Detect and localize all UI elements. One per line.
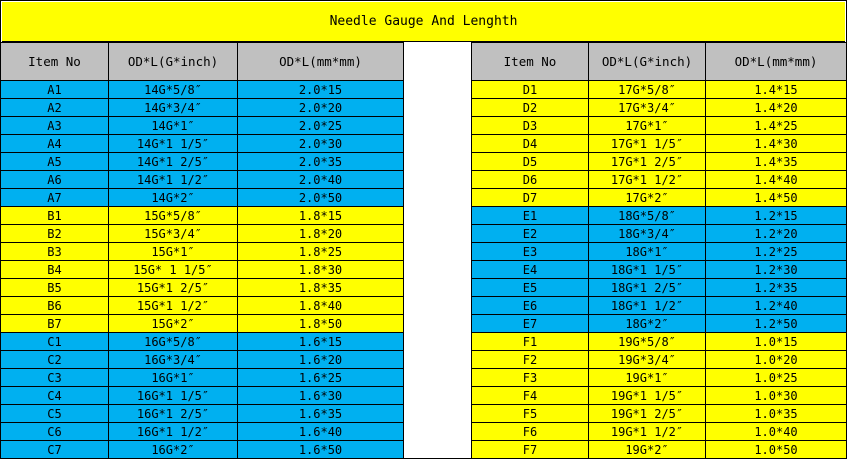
table-row	[1, 297, 404, 315]
cell-item-no: F6	[472, 423, 589, 441]
cell-item-no: A7	[1, 189, 109, 207]
cell-od-mm: 1.6*25	[238, 369, 404, 387]
header-item-no: Item No	[472, 43, 589, 81]
table-row	[1, 99, 404, 117]
cell-item-no: C4	[1, 387, 109, 405]
table-row	[1, 369, 404, 387]
cell-od-mm: 1.2*15	[706, 207, 847, 225]
cell-item-no: E4	[472, 261, 589, 279]
cell-od-mm: 1.0*15	[706, 333, 847, 351]
cell-od-mm: 2.0*35	[238, 153, 404, 171]
header-od-mm: OD*L(mm*mm)	[238, 43, 404, 81]
cell-od-inch: 15G*1 1/2″	[109, 297, 238, 315]
cell-od-mm: 2.0*40	[238, 171, 404, 189]
cell-od-inch: 18G*1 1/2″	[589, 297, 706, 315]
cell-item-no: F1	[472, 333, 589, 351]
cell-od-mm: 2.0*25	[238, 117, 404, 135]
cell-od-inch: 16G*1 1/2″	[109, 423, 238, 441]
cell-item-no: A2	[1, 99, 109, 117]
table-row	[1, 243, 404, 261]
cell-od-inch: 16G*1 1/5″	[109, 387, 238, 405]
cell-od-inch: 18G*1 2/5″	[589, 279, 706, 297]
table-row	[1, 117, 404, 135]
cell-od-mm: 1.6*15	[238, 333, 404, 351]
table-row	[472, 99, 847, 117]
table-row	[472, 243, 847, 261]
table-row	[1, 225, 404, 243]
cell-od-mm: 1.0*20	[706, 351, 847, 369]
cell-od-mm: 1.8*25	[238, 243, 404, 261]
cell-od-inch: 18G*3/4″	[589, 225, 706, 243]
cell-od-inch: 19G*1 1/5″	[589, 387, 706, 405]
cell-od-mm: 1.8*30	[238, 261, 404, 279]
table-row	[472, 171, 847, 189]
cell-od-inch: 17G*3/4″	[589, 99, 706, 117]
cell-item-no: A3	[1, 117, 109, 135]
cell-item-no: F7	[472, 441, 589, 459]
table-row	[1, 351, 404, 369]
cell-od-mm: 1.6*50	[238, 441, 404, 459]
table-row	[472, 225, 847, 243]
cell-item-no: E6	[472, 297, 589, 315]
table-row	[472, 351, 847, 369]
cell-od-inch: 14G*2″	[109, 189, 238, 207]
cell-item-no: B7	[1, 315, 109, 333]
cell-od-mm: 1.8*50	[238, 315, 404, 333]
cell-od-inch: 15G*5/8″	[109, 207, 238, 225]
header-od-inch: OD*L(G*inch)	[109, 43, 238, 81]
cell-od-mm: 1.0*35	[706, 405, 847, 423]
cell-item-no: B5	[1, 279, 109, 297]
table-row	[472, 333, 847, 351]
cell-od-mm: 1.8*15	[238, 207, 404, 225]
cell-od-inch: 18G*5/8″	[589, 207, 706, 225]
table-row	[472, 81, 847, 99]
cell-item-no: B2	[1, 225, 109, 243]
cell-od-inch: 17G*1 1/5″	[589, 135, 706, 153]
cell-od-mm: 1.4*40	[706, 171, 847, 189]
cell-od-mm: 1.2*20	[706, 225, 847, 243]
header-od-inch: OD*L(G*inch)	[589, 43, 706, 81]
cell-od-mm: 1.2*35	[706, 279, 847, 297]
header-row	[1, 43, 404, 81]
cell-item-no: B3	[1, 243, 109, 261]
cell-od-mm: 1.0*30	[706, 387, 847, 405]
cell-item-no: C6	[1, 423, 109, 441]
cell-item-no: D4	[472, 135, 589, 153]
cell-od-mm: 1.4*15	[706, 81, 847, 99]
table-row	[1, 261, 404, 279]
cell-od-mm: 1.8*40	[238, 297, 404, 315]
cell-item-no: A4	[1, 135, 109, 153]
cell-item-no: C7	[1, 441, 109, 459]
table-row	[472, 189, 847, 207]
cell-od-mm: 1.4*20	[706, 99, 847, 117]
cell-od-mm: 2.0*20	[238, 99, 404, 117]
cell-od-inch: 15G*2″	[109, 315, 238, 333]
cell-od-inch: 14G*1 2/5″	[109, 153, 238, 171]
cell-item-no: F4	[472, 387, 589, 405]
table-row	[472, 387, 847, 405]
cell-od-mm: 1.2*50	[706, 315, 847, 333]
cell-od-mm: 1.8*20	[238, 225, 404, 243]
table-row	[1, 387, 404, 405]
table-row	[472, 153, 847, 171]
cell-item-no: C5	[1, 405, 109, 423]
cell-od-inch: 18G*1 1/5″	[589, 261, 706, 279]
cell-od-inch: 15G* 1 1/5″	[109, 261, 238, 279]
cell-od-inch: 17G*1″	[589, 117, 706, 135]
cell-od-inch: 17G*1 1/2″	[589, 171, 706, 189]
table-row	[1, 333, 404, 351]
table-row	[1, 135, 404, 153]
cell-item-no: B4	[1, 261, 109, 279]
cell-od-mm: 1.4*35	[706, 153, 847, 171]
cell-od-mm: 1.6*20	[238, 351, 404, 369]
cell-od-mm: 1.2*25	[706, 243, 847, 261]
cell-od-mm: 2.0*30	[238, 135, 404, 153]
cell-od-mm: 1.2*40	[706, 297, 847, 315]
cell-od-inch: 15G*1 2/5″	[109, 279, 238, 297]
table-row	[1, 207, 404, 225]
cell-od-inch: 16G*2″	[109, 441, 238, 459]
column-gap	[403, 42, 471, 457]
cell-od-mm: 1.2*30	[706, 261, 847, 279]
cell-od-inch: 14G*3/4″	[109, 99, 238, 117]
cell-od-mm: 1.6*40	[238, 423, 404, 441]
cell-od-mm: 1.0*40	[706, 423, 847, 441]
table-row	[472, 261, 847, 279]
table-row	[1, 171, 404, 189]
table-row	[472, 369, 847, 387]
cell-od-inch: 14G*1 1/5″	[109, 135, 238, 153]
cell-od-inch: 17G*1 2/5″	[589, 153, 706, 171]
cell-od-inch: 19G*1 2/5″	[589, 405, 706, 423]
table-row	[1, 315, 404, 333]
cell-od-inch: 19G*1 1/2″	[589, 423, 706, 441]
cell-od-inch: 19G*1″	[589, 369, 706, 387]
cell-od-inch: 19G*5/8″	[589, 333, 706, 351]
cell-item-no: D6	[472, 171, 589, 189]
cell-item-no: E5	[472, 279, 589, 297]
cell-od-inch: 16G*3/4″	[109, 351, 238, 369]
cell-item-no: D3	[472, 117, 589, 135]
cell-item-no: D2	[472, 99, 589, 117]
cell-od-inch: 16G*1″	[109, 369, 238, 387]
table-row	[472, 423, 847, 441]
cell-item-no: F3	[472, 369, 589, 387]
right-table	[471, 42, 847, 459]
table-row	[1, 81, 404, 99]
cell-od-inch: 17G*2″	[589, 189, 706, 207]
cell-item-no: B1	[1, 207, 109, 225]
cell-od-mm: 1.4*50	[706, 189, 847, 207]
table-row	[472, 405, 847, 423]
cell-od-mm: 1.4*30	[706, 135, 847, 153]
table-row	[1, 423, 404, 441]
cell-item-no: D1	[472, 81, 589, 99]
cell-od-mm: 2.0*50	[238, 189, 404, 207]
cell-item-no: A1	[1, 81, 109, 99]
table-row	[1, 441, 404, 459]
cell-od-inch: 14G*1 1/2″	[109, 171, 238, 189]
table-row	[472, 279, 847, 297]
cell-od-mm: 1.8*35	[238, 279, 404, 297]
cell-item-no: C3	[1, 369, 109, 387]
table-row	[1, 189, 404, 207]
cell-item-no: A5	[1, 153, 109, 171]
cell-od-inch: 18G*2″	[589, 315, 706, 333]
cell-item-no: F5	[472, 405, 589, 423]
cell-item-no: A6	[1, 171, 109, 189]
cell-od-mm: 1.0*50	[706, 441, 847, 459]
cell-od-mm: 1.4*25	[706, 117, 847, 135]
cell-item-no: C2	[1, 351, 109, 369]
cell-od-mm: 1.6*30	[238, 387, 404, 405]
table-row	[472, 297, 847, 315]
cell-item-no: E7	[472, 315, 589, 333]
table-row	[1, 405, 404, 423]
table-row	[472, 135, 847, 153]
table-title: Needle Gauge And Lenghth	[2, 2, 845, 42]
cell-item-no: C1	[1, 333, 109, 351]
cell-od-inch: 17G*5/8″	[589, 81, 706, 99]
cell-item-no: E1	[472, 207, 589, 225]
cell-od-mm: 2.0*15	[238, 81, 404, 99]
cell-od-inch: 19G*2″	[589, 441, 706, 459]
cell-item-no: E2	[472, 225, 589, 243]
header-od-mm: OD*L(mm*mm)	[706, 43, 847, 81]
cell-item-no: D5	[472, 153, 589, 171]
header-row	[472, 43, 847, 81]
header-item-no: Item No	[1, 43, 109, 81]
cell-od-inch: 19G*3/4″	[589, 351, 706, 369]
table-row	[472, 441, 847, 459]
cell-od-mm: 1.6*35	[238, 405, 404, 423]
cell-od-inch: 15G*3/4″	[109, 225, 238, 243]
cell-item-no: D7	[472, 189, 589, 207]
cell-od-inch: 16G*5/8″	[109, 333, 238, 351]
cell-item-no: F2	[472, 351, 589, 369]
cell-item-no: B6	[1, 297, 109, 315]
cell-item-no: E3	[472, 243, 589, 261]
cell-od-inch: 16G*1 2/5″	[109, 405, 238, 423]
table-row	[472, 207, 847, 225]
left-table	[0, 42, 404, 459]
table-row	[472, 315, 847, 333]
table-row	[1, 153, 404, 171]
cell-od-mm: 1.0*25	[706, 369, 847, 387]
cell-od-inch: 18G*1″	[589, 243, 706, 261]
cell-od-inch: 14G*5/8″	[109, 81, 238, 99]
table-row	[1, 279, 404, 297]
cell-od-inch: 14G*1″	[109, 117, 238, 135]
cell-od-inch: 15G*1″	[109, 243, 238, 261]
table-row	[472, 117, 847, 135]
